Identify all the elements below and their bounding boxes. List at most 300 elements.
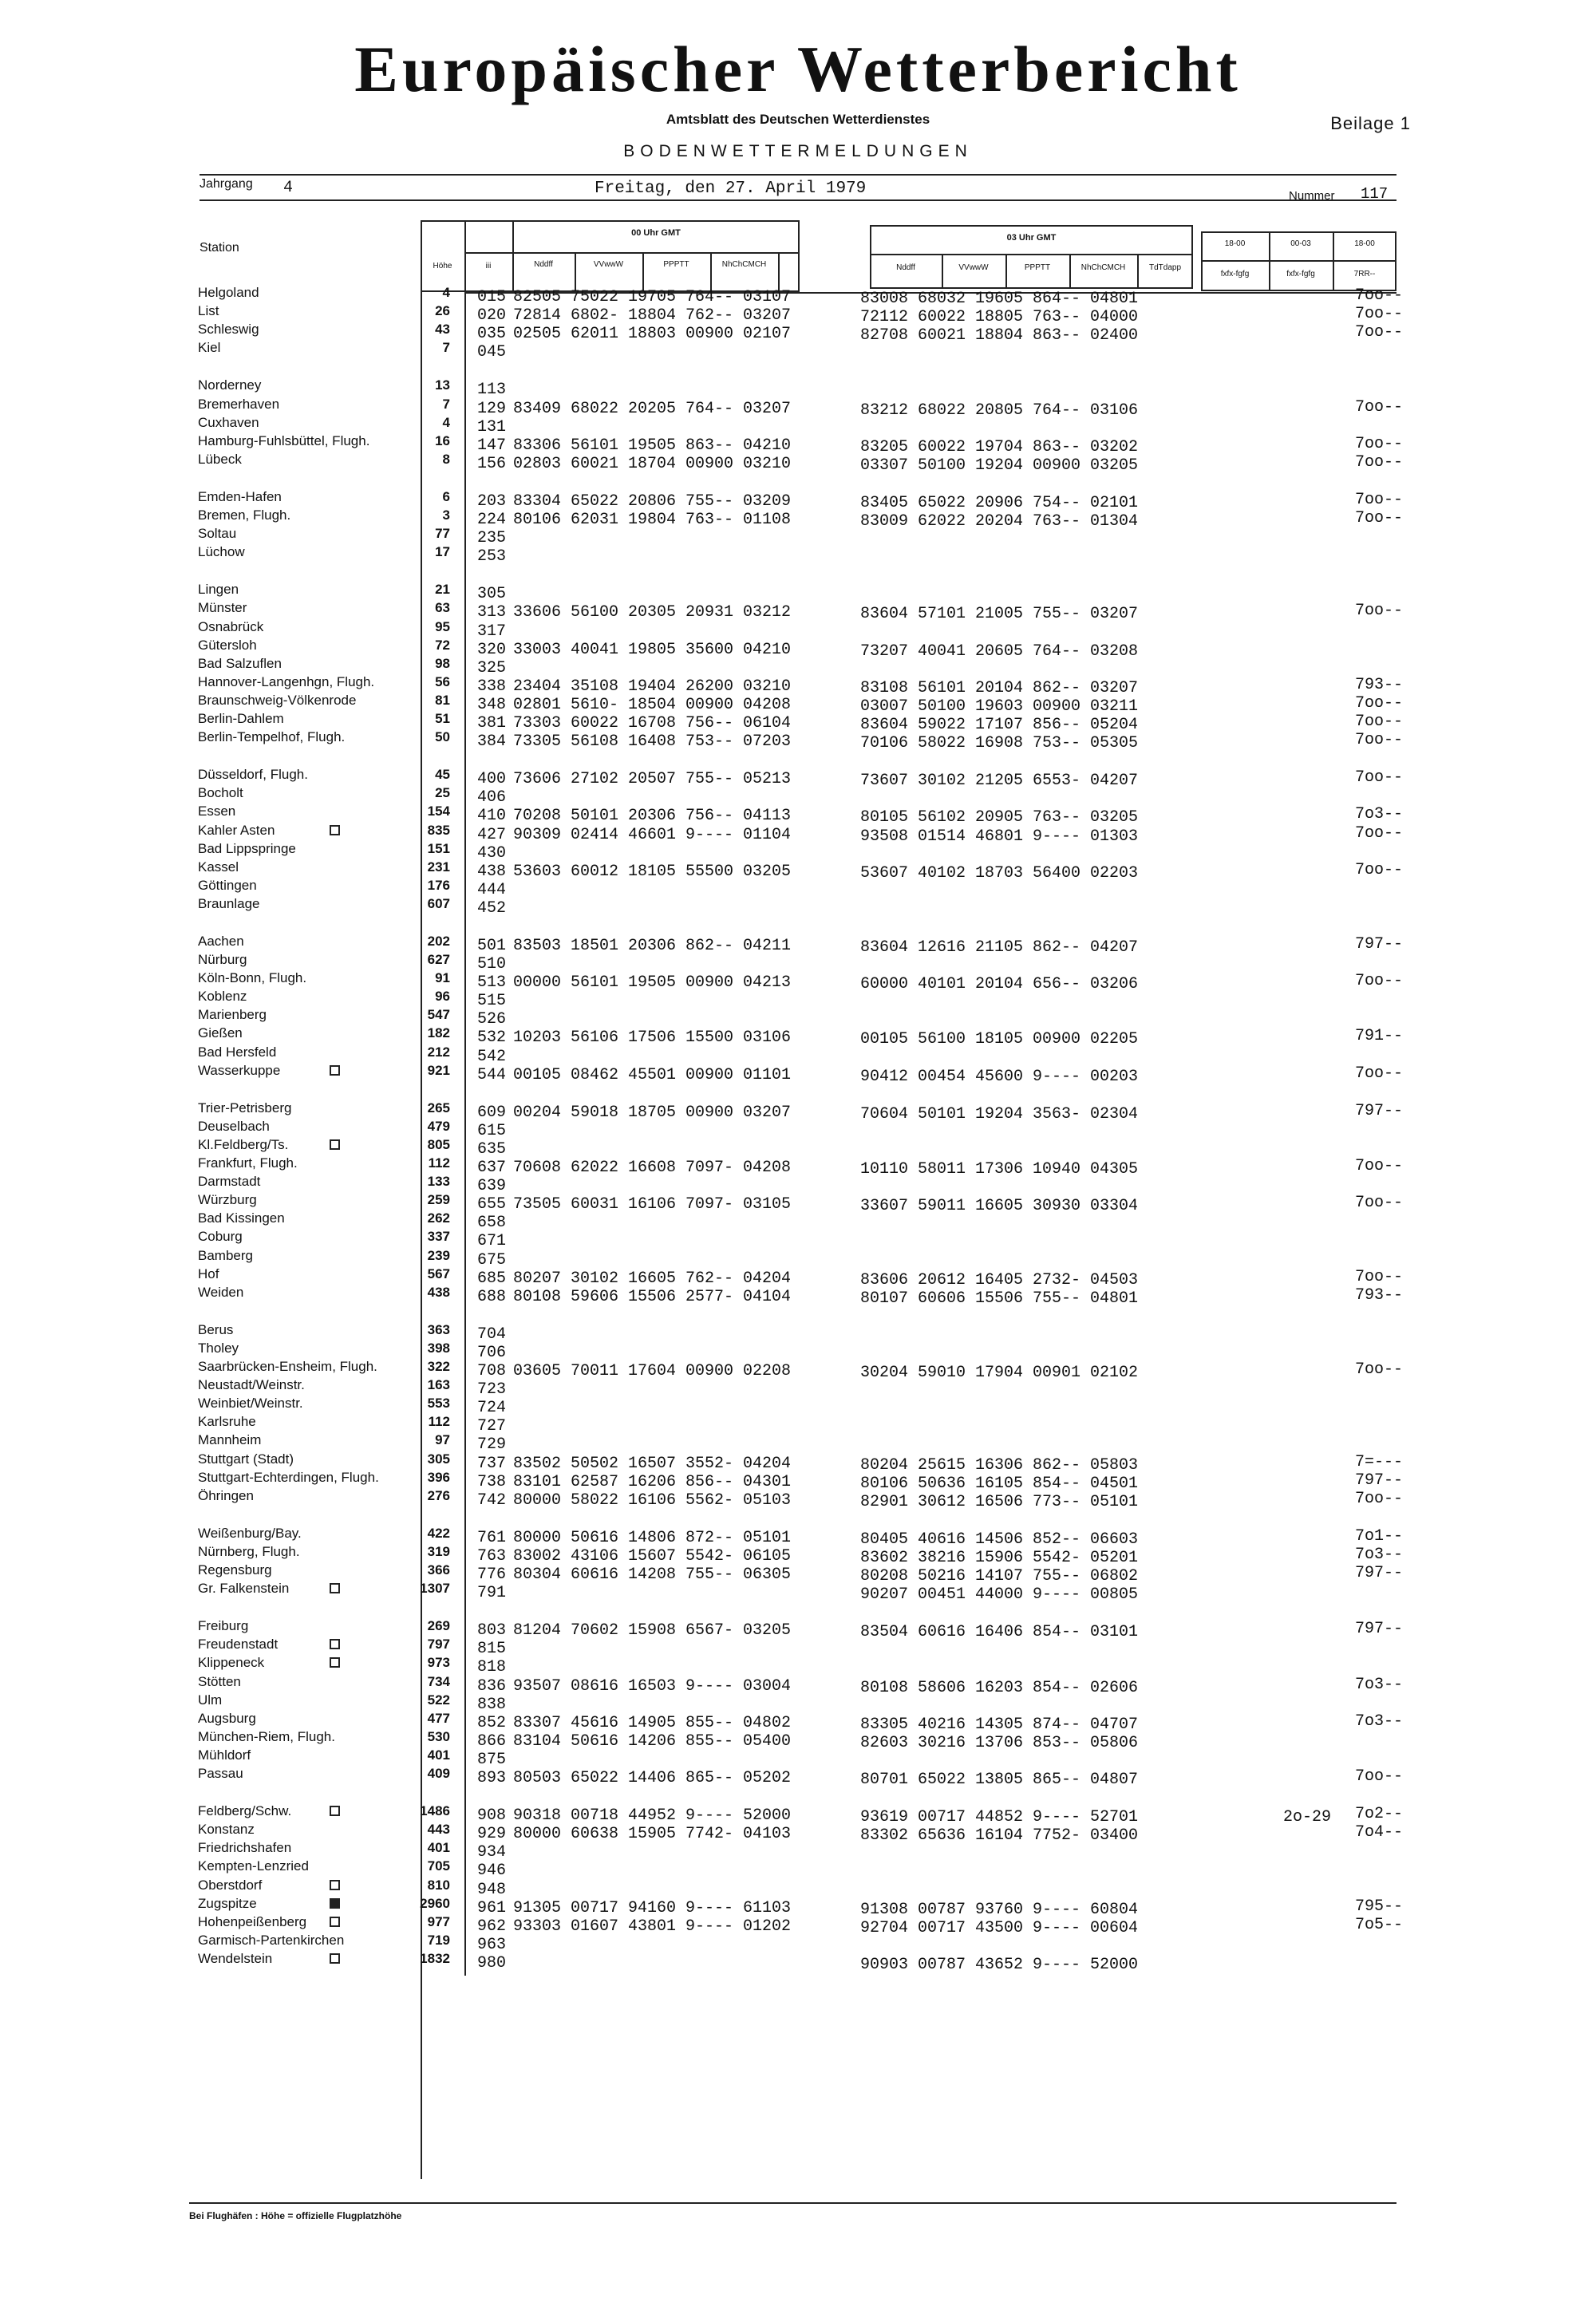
station-height: 530	[427, 1729, 450, 1744]
observation-03utc: 83604 59022 17107 856-- 05204	[860, 716, 1139, 734]
station-row	[0, 656, 1596, 677]
station-name: Würzburg	[198, 1192, 257, 1207]
station-name: Tholey	[198, 1341, 239, 1356]
station-height: 63	[435, 600, 450, 615]
station-number: 948	[477, 1881, 507, 1899]
station-height: 8	[442, 452, 450, 467]
extra-col-3: 7RR--	[1353, 270, 1376, 278]
station-name: Nürburg	[198, 952, 247, 967]
station-name: Schleswig	[198, 322, 259, 337]
precipitation-group: 7oo--	[1355, 323, 1404, 342]
precipitation-group: 793--	[1355, 1286, 1404, 1305]
station-height: 154	[427, 804, 450, 819]
station-number: 729	[477, 1435, 507, 1454]
filled-square-icon	[330, 1898, 340, 1909]
station-height: 567	[427, 1266, 450, 1281]
station-height: 91	[435, 970, 450, 985]
station-number: 501	[477, 937, 507, 955]
precipitation-group: 797--	[1355, 1102, 1404, 1120]
station-row	[0, 1359, 1596, 1382]
station-name: Nürnberg, Flugh.	[198, 1544, 300, 1559]
station-name: Trier-Petrisberg	[198, 1100, 292, 1115]
station-row	[0, 970, 1596, 993]
station-name: Stuttgart-Echterdingen, Flugh.	[198, 1470, 379, 1485]
station-number: 658	[477, 1214, 507, 1232]
station-name: Stuttgart (Stadt)	[198, 1451, 294, 1467]
station-name: Kahler Asten	[198, 823, 275, 838]
precipitation-group: 7o1--	[1355, 1527, 1404, 1546]
observation-03utc: 83602 38216 15906 5542- 05201	[860, 1549, 1139, 1567]
station-row	[0, 823, 1596, 846]
station-height: 269	[427, 1618, 450, 1633]
extra-col-2: fxfx-fgfg	[1286, 270, 1315, 278]
station-name: Weiden	[198, 1285, 244, 1300]
precipitation-group: 7oo--	[1355, 824, 1404, 843]
station-height: 719	[427, 1933, 450, 1948]
station-row	[0, 896, 1596, 918]
station-number: 708	[477, 1362, 507, 1380]
station-name: Hof	[198, 1266, 219, 1281]
station-row	[0, 1396, 1596, 1417]
station-name: Friedrichshafen	[198, 1840, 292, 1855]
station-name: Lingen	[198, 582, 239, 597]
station-number: 444	[477, 881, 507, 899]
station-height: 112	[428, 1155, 450, 1171]
station-height: 705	[427, 1858, 450, 1874]
station-row	[0, 1266, 1596, 1289]
station-height: 477	[427, 1711, 450, 1726]
precipitation-group: 7oo--	[1355, 1157, 1404, 1175]
station-number: 438	[477, 863, 507, 881]
station-name: Bamberg	[198, 1248, 253, 1263]
observation-00utc: 83101 62587 16206 856-- 04301	[513, 1473, 792, 1491]
station-height: 810	[427, 1878, 450, 1893]
station-row	[0, 1840, 1596, 1862]
station-number: 675	[477, 1251, 507, 1269]
station-number: 929	[477, 1825, 507, 1843]
station-row	[0, 693, 1596, 716]
observation-03utc: 82901 30612 16506 773-- 05101	[860, 1493, 1139, 1511]
station-height: 265	[427, 1100, 450, 1115]
extra-range-3: 18-00	[1354, 239, 1375, 248]
station-number: 305	[477, 585, 507, 603]
open-square-icon	[330, 1065, 340, 1076]
station-row	[0, 841, 1596, 863]
station-height: 522	[427, 1692, 450, 1708]
station-row	[0, 1933, 1596, 1954]
observation-00utc: 90309 02414 46601 9---- 01104	[513, 826, 792, 844]
station-height: 16	[435, 433, 450, 448]
observation-03utc: 83212 68022 20805 764-- 03106	[860, 401, 1139, 420]
station-height: 45	[435, 767, 450, 782]
nummer-value: 117	[1361, 185, 1389, 203]
station-row	[0, 1766, 1596, 1789]
station-height: 239	[427, 1248, 450, 1263]
station-number: 763	[477, 1547, 507, 1566]
station-number: 338	[477, 677, 507, 696]
station-name: Kassel	[198, 859, 239, 875]
station-row	[0, 1044, 1596, 1066]
station-name: Garmisch-Partenkirchen	[198, 1933, 345, 1948]
station-name: Gr. Falkenstein	[198, 1581, 290, 1596]
station-name: Oberstdorf	[198, 1878, 263, 1893]
station-number: 723	[477, 1380, 507, 1399]
station-height: 401	[427, 1840, 450, 1855]
col-03-tdtd: TdTdapp	[1148, 263, 1182, 272]
station-number: 737	[477, 1455, 507, 1473]
station-height: 973	[427, 1655, 450, 1670]
station-row	[0, 1544, 1596, 1567]
station-name: Bad Lippspringe	[198, 841, 296, 856]
station-row	[0, 1655, 1596, 1676]
station-number: 727	[477, 1417, 507, 1435]
station-number: 406	[477, 788, 507, 807]
station-number: 724	[477, 1399, 507, 1417]
precipitation-group: 7oo--	[1355, 972, 1404, 990]
station-height: 2960	[420, 1896, 450, 1911]
station-height: 21	[435, 582, 450, 597]
station-row	[0, 729, 1596, 752]
station-row	[0, 1637, 1596, 1658]
station-row	[0, 377, 1596, 399]
station-name: Helgoland	[198, 285, 259, 300]
station-number: 838	[477, 1696, 507, 1714]
station-height: 396	[427, 1470, 450, 1485]
precipitation-group: 7oo--	[1355, 1767, 1404, 1786]
observation-00utc: 80000 60638 15905 7742- 04103	[513, 1825, 792, 1843]
observation-00utc: 73303 60022 16708 756-- 06104	[513, 714, 792, 732]
station-height: 26	[435, 303, 450, 318]
station-name: Cuxhaven	[198, 415, 259, 430]
precipitation-group: 7oo--	[1355, 509, 1404, 527]
gmt03-header: 03 Uhr GMT	[1006, 233, 1057, 243]
observation-03utc: 93619 00717 44852 9---- 52701	[860, 1808, 1139, 1826]
station-height: 363	[427, 1322, 450, 1337]
observation-03utc: 83302 65636 16104 7752- 03400	[860, 1826, 1139, 1845]
header-00-divider	[464, 252, 800, 254]
station-row	[0, 544, 1596, 566]
station-name: Hohenpeißenberg	[198, 1914, 307, 1929]
station-number: 893	[477, 1769, 507, 1787]
station-height: 13	[435, 377, 450, 393]
station-number: 381	[477, 714, 507, 732]
col-00-ppptt: PPPTT	[663, 260, 689, 269]
station-row	[0, 1878, 1596, 1899]
station-name: Düsseldorf, Flugh.	[198, 767, 308, 782]
station-number: 818	[477, 1658, 507, 1676]
open-square-icon	[330, 1657, 340, 1668]
station-height: 319	[427, 1544, 450, 1559]
station-height: 422	[427, 1526, 450, 1541]
station-name: Gütersloh	[198, 638, 257, 653]
col-03-vvwww: VVwwW	[958, 263, 989, 272]
station-number: 706	[477, 1344, 507, 1362]
station-number: 400	[477, 770, 507, 788]
station-row	[0, 1285, 1596, 1308]
precipitation-group: 7o3--	[1355, 805, 1404, 823]
observation-03utc: 82603 30216 13706 853-- 05806	[860, 1734, 1139, 1752]
observation-00utc: 93507 08616 16503 9---- 03004	[513, 1677, 792, 1696]
station-name: Köln-Bonn, Flugh.	[198, 970, 307, 985]
station-number: 836	[477, 1677, 507, 1696]
station-number: 325	[477, 659, 507, 677]
station-height: 797	[427, 1637, 450, 1652]
precipitation-group: 7oo--	[1355, 305, 1404, 323]
header-extra-divider	[1201, 260, 1396, 262]
station-height: 734	[427, 1674, 450, 1689]
station-row	[0, 1711, 1596, 1734]
observation-00utc: 02505 62011 18803 00900 02107	[513, 325, 792, 343]
station-name: Berus	[198, 1322, 234, 1337]
observation-00utc: 70608 62022 16608 7097- 04208	[513, 1159, 792, 1177]
station-row	[0, 1414, 1596, 1435]
header-03-divider	[870, 254, 1193, 255]
precipitation-group: 7oo--	[1355, 435, 1404, 453]
observation-03utc: 80405 40616 14506 852-- 06603	[860, 1530, 1139, 1549]
observation-03utc: 80107 60606 15506 755-- 04801	[860, 1289, 1139, 1308]
observation-03utc: 83205 60022 19704 863-- 03202	[860, 438, 1139, 456]
hoehe-header: Höhe	[433, 262, 452, 270]
station-number: 129	[477, 400, 507, 418]
station-name: Karlsruhe	[198, 1414, 256, 1429]
station-name: Freiburg	[198, 1618, 249, 1633]
station-row	[0, 1155, 1596, 1179]
station-number: 317	[477, 622, 507, 641]
station-name: Bad Hersfeld	[198, 1044, 277, 1060]
observation-00utc: 03605 70011 17604 00900 02208	[513, 1362, 792, 1380]
col-03-ppptt: PPPTT	[1024, 263, 1051, 272]
station-row	[0, 1210, 1596, 1232]
precipitation-group: 7oo--	[1355, 1194, 1404, 1212]
station-row	[0, 1377, 1596, 1399]
station-name: Bad Salzuflen	[198, 656, 282, 671]
observation-03utc: 73607 30102 21205 6553- 04207	[860, 772, 1139, 790]
station-number: 427	[477, 826, 507, 844]
station-height: 56	[435, 674, 450, 689]
observation-03utc: 92704 00717 43500 9---- 00604	[860, 1919, 1139, 1937]
page-title: Europäischer Wetterbericht	[354, 33, 1242, 105]
station-height: 231	[427, 859, 450, 875]
station-name: Göttingen	[198, 878, 257, 893]
station-height: 921	[427, 1063, 450, 1078]
station-name: Klippeneck	[198, 1655, 265, 1670]
station-height: 337	[427, 1229, 450, 1244]
observation-03utc: 73207 40041 20605 764-- 03208	[860, 642, 1139, 661]
observation-00utc: 33003 40041 19805 35600 04210	[513, 641, 792, 659]
station-name: Berlin-Dahlem	[198, 711, 284, 726]
station-name: Bremerhaven	[198, 397, 280, 412]
station-number: 852	[477, 1714, 507, 1732]
precipitation-group: 7oo--	[1355, 1490, 1404, 1508]
subtitle: Amtsblatt des Deutschen Wetterdienstes	[666, 112, 930, 127]
station-name: Öhringen	[198, 1488, 254, 1503]
precipitation-group: 7o2--	[1355, 1805, 1404, 1823]
station-name: Berlin-Tempelhof, Flugh.	[198, 729, 346, 744]
observation-03utc: 60000 40101 20104 656-- 03206	[860, 975, 1139, 993]
extra-col-1: fxfx-fgfg	[1220, 270, 1250, 278]
station-height: 553	[427, 1396, 450, 1411]
station-height: 98	[435, 656, 450, 671]
observation-00utc: 83307 45616 14905 855-- 04802	[513, 1714, 792, 1732]
station-row	[0, 340, 1596, 361]
station-number: 156	[477, 455, 507, 473]
observation-00utc: 73505 60031 16106 7097- 03105	[513, 1195, 792, 1214]
station-number: 045	[477, 343, 507, 361]
observation-00utc: 83104 50616 14206 855-- 05400	[513, 1732, 792, 1751]
open-square-icon	[330, 1583, 340, 1593]
station-row	[0, 1248, 1596, 1269]
observation-03utc: 90207 00451 44000 9---- 00805	[860, 1585, 1139, 1604]
col-00-nhch: NhChCMCH	[721, 260, 767, 269]
station-row	[0, 1192, 1596, 1215]
observation-00utc: 83304 65022 20806 755-- 03209	[513, 492, 792, 511]
station-number: 452	[477, 899, 507, 918]
precipitation-group: 7oo--	[1355, 491, 1404, 509]
station-row	[0, 526, 1596, 547]
station-row	[0, 1063, 1596, 1086]
beilage-label: Beilage 1	[1330, 113, 1411, 133]
station-name: Wasserkuppe	[198, 1063, 281, 1078]
station-number: 253	[477, 547, 507, 566]
section-title: BODENWETTERMELDUNGEN	[623, 142, 973, 160]
nummer-label: Nummer	[1289, 189, 1335, 203]
station-name: Feldberg/Schw.	[198, 1803, 292, 1818]
station-number: 430	[477, 844, 507, 863]
station-number: 961	[477, 1899, 507, 1917]
observation-03utc: 83606 20612 16405 2732- 04503	[860, 1271, 1139, 1289]
precipitation-group: 7oo--	[1355, 1360, 1404, 1379]
station-height: 305	[427, 1451, 450, 1467]
station-number: 542	[477, 1048, 507, 1066]
precipitation-group: 7o5--	[1355, 1916, 1404, 1934]
observation-03utc: 53607 40102 18703 56400 02203	[860, 864, 1139, 882]
station-row	[0, 1674, 1596, 1697]
station-name: Regensburg	[198, 1562, 272, 1577]
station-number: 742	[477, 1491, 507, 1510]
precipitation-group: 791--	[1355, 1027, 1404, 1045]
station-number: 963	[477, 1936, 507, 1954]
station-height: 43	[435, 322, 450, 337]
observation-03utc: 80105 56102 20905 763-- 03205	[860, 808, 1139, 827]
observation-03utc: 83009 62022 20204 763-- 01304	[860, 512, 1139, 531]
observation-03utc: 83405 65022 20906 754-- 02101	[860, 494, 1139, 512]
precipitation-group: 7oo--	[1355, 861, 1404, 879]
station-number: 946	[477, 1862, 507, 1880]
station-row	[0, 878, 1596, 899]
station-name: Neustadt/Weinstr.	[198, 1377, 305, 1392]
station-name: Bocholt	[198, 785, 243, 800]
station-height: 25	[435, 785, 450, 800]
station-number: 235	[477, 529, 507, 547]
station-row	[0, 1822, 1596, 1845]
station-row	[0, 1100, 1596, 1123]
observation-00utc: 00105 08462 45501 00900 01101	[513, 1066, 792, 1084]
observation-00utc: 53603 60012 18105 55500 03205	[513, 863, 792, 881]
station-row	[0, 1562, 1596, 1585]
station-name: Konstanz	[198, 1822, 255, 1837]
station-row	[0, 582, 1596, 603]
col-00-vvwww: VVwwW	[593, 260, 624, 269]
station-height: 163	[427, 1377, 450, 1392]
station-row	[0, 859, 1596, 882]
station-row	[0, 1341, 1596, 1362]
observation-00utc: 72814 6802- 18804 762-- 03207	[513, 306, 792, 325]
bottom-rule	[189, 2202, 1396, 2204]
station-name: Braunlage	[198, 896, 260, 911]
station-row	[0, 1470, 1596, 1493]
precipitation-group: 7=---	[1355, 1453, 1404, 1471]
station-height: 97	[435, 1432, 450, 1447]
station-height: 4	[442, 415, 450, 430]
station-height: 398	[427, 1341, 450, 1356]
observation-00utc: 91305 00717 94160 9---- 61103	[513, 1899, 792, 1917]
precipitation-group: 7oo--	[1355, 602, 1404, 620]
station-number: 544	[477, 1066, 507, 1084]
observation-00utc: 83502 50502 16507 3552- 04204	[513, 1455, 792, 1473]
station-row	[0, 397, 1596, 420]
station-row	[0, 638, 1596, 661]
station-height: 7	[442, 340, 450, 355]
observation-03utc: 03307 50100 19204 00900 03205	[860, 456, 1139, 475]
station-height: 7	[442, 397, 450, 412]
station-row	[0, 1729, 1596, 1752]
station-number: 803	[477, 1621, 507, 1640]
station-name: Darmstadt	[198, 1174, 261, 1189]
observation-03utc: 33607 59011 16605 30930 03304	[860, 1197, 1139, 1215]
observation-00utc: 83002 43106 15607 5542- 06105	[513, 1547, 792, 1566]
station-row	[0, 415, 1596, 436]
station-number: 348	[477, 696, 507, 714]
precipitation-group: 797--	[1355, 1620, 1404, 1638]
observation-03utc: 30204 59010 17904 00901 02102	[860, 1364, 1139, 1382]
station-row	[0, 1951, 1596, 1974]
station-name: Koblenz	[198, 989, 247, 1004]
station-number: 962	[477, 1917, 507, 1936]
station-height: 401	[427, 1747, 450, 1763]
precipitation-group: 7oo--	[1355, 1064, 1404, 1083]
station-number: 685	[477, 1269, 507, 1288]
observation-00utc: 80304 60616 14208 755-- 06305	[513, 1566, 792, 1584]
station-number: 015	[477, 288, 507, 306]
station-row	[0, 489, 1596, 512]
station-number: 615	[477, 1122, 507, 1140]
observation-03utc: 70106 58022 16908 753-- 05305	[860, 734, 1139, 752]
precipitation-group: 7o3--	[1355, 1712, 1404, 1731]
open-square-icon	[330, 1953, 340, 1964]
station-height: 96	[435, 989, 450, 1004]
station-number: 635	[477, 1140, 507, 1159]
station-name: Hamburg-Fuhlsbüttel, Flugh.	[198, 433, 370, 448]
observation-00utc: 82505 75022 19705 764-- 03107	[513, 288, 792, 306]
station-row	[0, 1914, 1596, 1937]
station-name: Emden-Hafen	[198, 489, 282, 504]
station-height: 212	[427, 1044, 450, 1060]
station-row	[0, 322, 1596, 345]
station-height: 81	[435, 693, 450, 708]
station-number: 515	[477, 992, 507, 1010]
open-square-icon	[330, 1880, 340, 1890]
station-name: Gießen	[198, 1025, 243, 1040]
observation-00utc: 23404 35108 19404 26200 03210	[513, 677, 792, 696]
station-number: 688	[477, 1288, 507, 1306]
station-name: Passau	[198, 1766, 243, 1781]
station-row	[0, 1896, 1596, 1919]
iii-header: iii	[485, 262, 492, 270]
station-row	[0, 1618, 1596, 1641]
station-number: 147	[477, 436, 507, 455]
observation-03utc: 90412 00454 45600 9---- 00203	[860, 1068, 1139, 1086]
observation-00utc: 80503 65022 14406 865-- 05202	[513, 1769, 792, 1787]
